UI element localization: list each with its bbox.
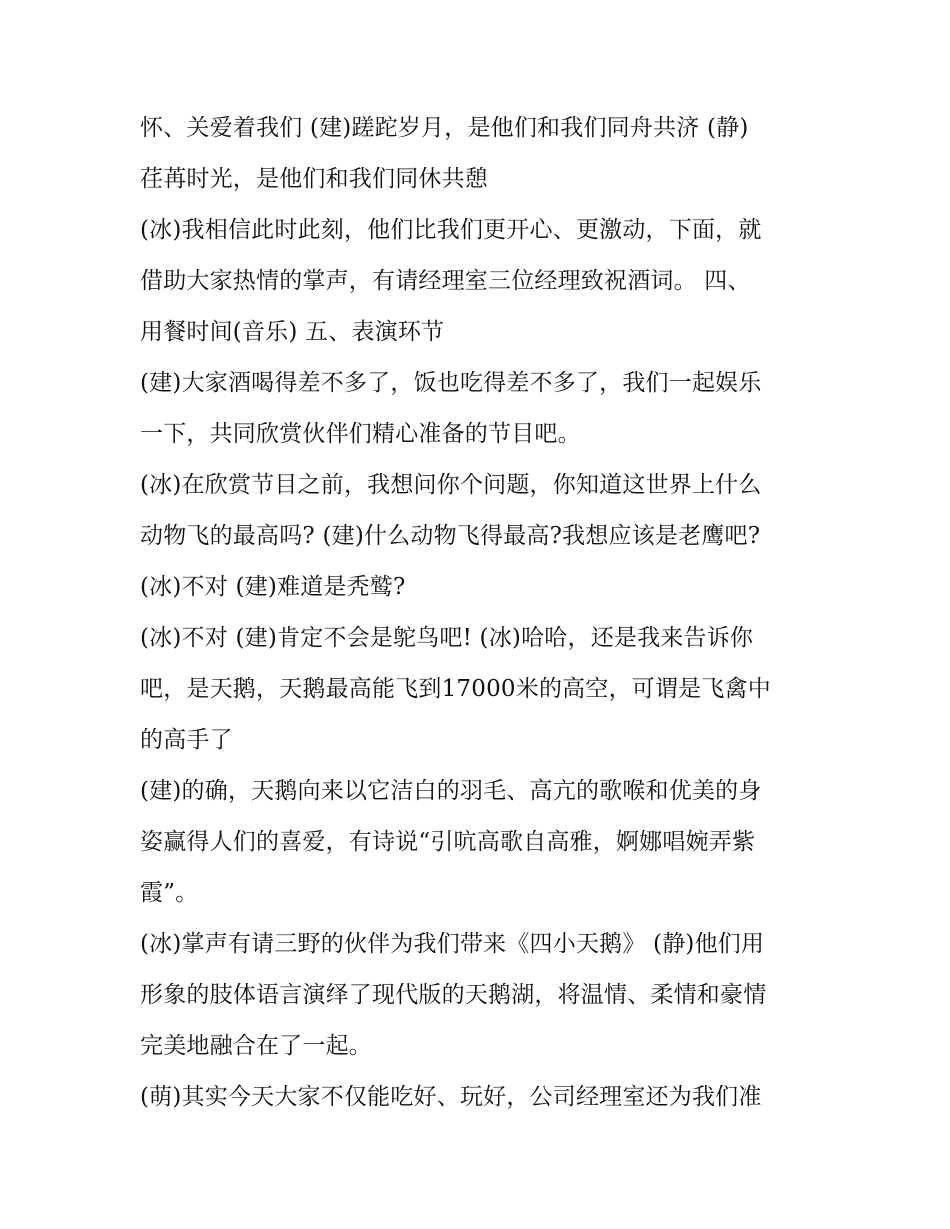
text-line: (建)的确，天鹅向来以它洁白的羽毛、高亢的歌喉和优美的身	[140, 778, 762, 804]
text-line: 用餐时间(音乐) 五、表演环节	[140, 319, 445, 345]
text-line: 借助大家热情的掌声，有请经理室三位经理致祝酒词。 四、	[140, 268, 751, 294]
text-line: 姿赢得人们的喜爱，有诗说“引吭高歌自高雅，婀娜唱婉弄紫	[140, 829, 756, 855]
text-line: 的高手了	[140, 727, 233, 753]
text-line: (建)大家酒喝得差不多了，饭也吃得差不多了，我们一起娱乐	[140, 370, 762, 396]
text-line: 一下，共同欣赏伙伴们精心准备的节目吧。	[140, 421, 581, 447]
text-line: 吧，是天鹅，天鹅最高能飞到17000米的高空，可谓是飞禽中	[140, 676, 771, 702]
text-line: 动物飞的最高吗? (建)什么动物飞得最高?我想应该是老鹰吧?	[140, 523, 761, 549]
text-line: (冰)掌声有请三野的伙伴为我们带来《四小天鹅》 (静)他们用	[140, 931, 765, 957]
text-line: (冰)在欣赏节目之前，我想问你个问题，你知道这世界上什么	[140, 472, 762, 498]
text-line: 霞”。	[140, 880, 199, 906]
document-body	[140, 103, 820, 1123]
text-line: (冰)不对 (建)肯定不会是鸵鸟吧! (冰)哈哈，还是我来告诉你	[140, 625, 754, 651]
text-line: 形象的肢体语言演绎了现代版的天鹅湖，将温情、柔情和豪情	[140, 982, 767, 1008]
text-line: (萌)其实今天大家不仅能吃好、玩好，公司经理室还为我们准	[140, 1084, 762, 1110]
text-line: 怀、关爱着我们 (建)蹉跎岁月，是他们和我们同舟共济 (静)	[140, 115, 749, 141]
text-line: (冰)不对 (建)难道是秃鹫?	[140, 574, 406, 600]
text-line: 荏苒时光，是他们和我们同休共憩	[140, 166, 488, 192]
text-line: (冰)我相信此时此刻，他们比我们更开心、更激动，下面，就	[140, 217, 762, 243]
text-line: 完美地融合在了一起。	[140, 1033, 372, 1059]
